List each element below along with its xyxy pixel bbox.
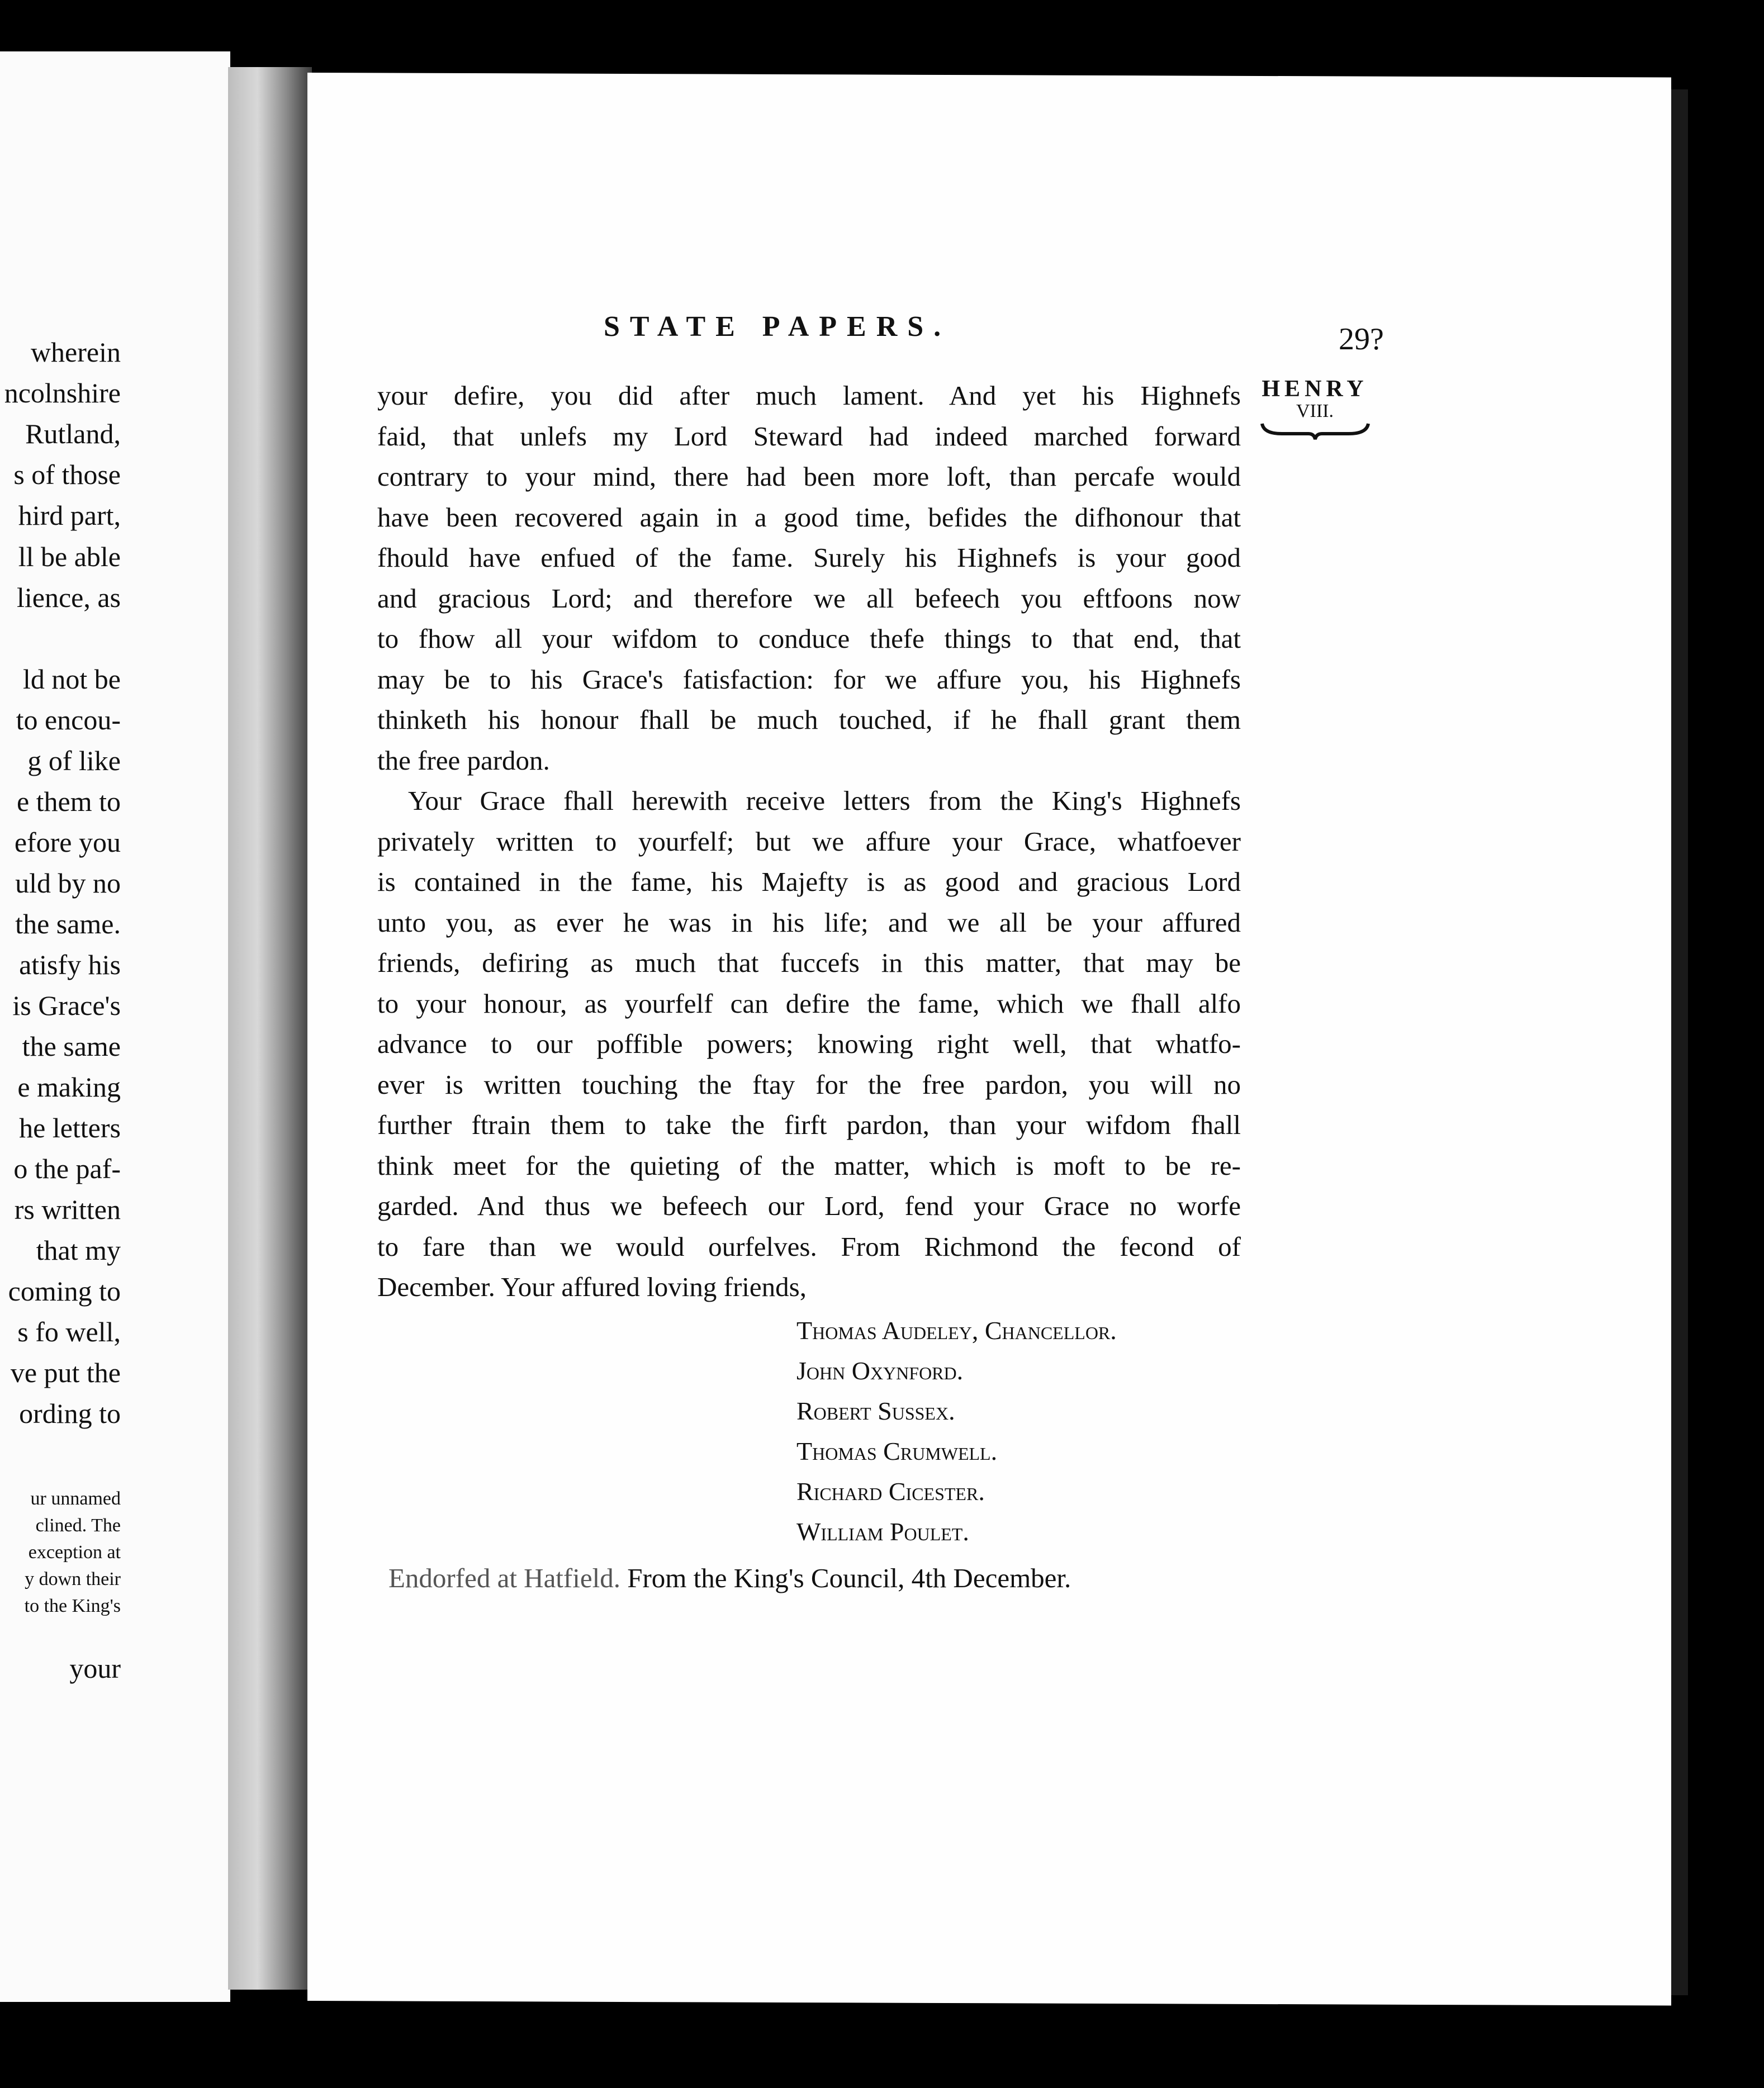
left-page-line: hird part, [18, 500, 121, 531]
body-line: friends, defiring as much that fuccefs in this matter, that may be [377, 947, 1241, 978]
body-line: advance to our poffible powers; knowing right well, that whatfo- [377, 1028, 1241, 1059]
left-page-line: Rutland, [25, 418, 121, 449]
left-page-line: ncolnshire [4, 377, 121, 409]
left-page-line: e them to [16, 786, 121, 817]
body-line: garded. And thus we befeech our Lord, fend your Grace no worfe [377, 1190, 1241, 1221]
body-line: have been recovered again in a good time, befides the difhonour that [377, 501, 1241, 533]
left-page-line: e making [17, 1071, 121, 1103]
left-page-line: coming to [8, 1275, 121, 1307]
body-line: to fare than we would ourfelves. From Richmond the fecond of [377, 1231, 1241, 1262]
body-line: and gracious Lord; and therefore we all befeech you eftfoons now [377, 582, 1241, 614]
body-line: unto you, as ever he was in his life; and we all be your affured [377, 907, 1241, 938]
body-line: December. Your affured loving friends, [377, 1271, 807, 1302]
left-page-line: s of those [13, 459, 121, 490]
left-page-line: s fo well, [17, 1316, 121, 1347]
body-line: contrary to your mind, there had been more loft, than percafe would [377, 461, 1241, 492]
body-line: further ftrain them to take the firft pardon, than your wifdom fhall [377, 1109, 1241, 1140]
body-line: fhould have enfued of the fame. Surely his Highnefs is your good [377, 542, 1241, 573]
left-page-line: efore you [14, 827, 121, 858]
letter-body [377, 376, 1241, 1308]
side-note-viii: VIII. [1296, 401, 1334, 421]
book-gutter [228, 67, 312, 1990]
body-line: think meet for the quieting of the matter, which is moft to be re- [377, 1150, 1241, 1181]
left-page-line: the same [22, 1031, 121, 1062]
body-line: to fhow all your wifdom to conduce thefe things to that end, that [377, 623, 1241, 654]
body-line: may be to his Grace's fatisfaction: for we affure you, his Highnefs [377, 663, 1241, 695]
brace-icon [1259, 421, 1371, 440]
signature-line: Richard Cicester. [796, 1477, 985, 1506]
signature-line: Thomas Audeley, Chancellor. [796, 1316, 1117, 1345]
left-page-line: wherein [30, 336, 121, 368]
body-line: thinketh his honour fhall be much touched, if he fhall grant them [377, 704, 1241, 735]
left-page-line: ording to [19, 1398, 121, 1429]
left-page-catchword: your [69, 1653, 121, 1684]
page-number: 29? [1339, 322, 1384, 357]
left-page-line: ve put the [10, 1357, 121, 1388]
side-note [1255, 377, 1375, 440]
left-page-footnote-line: to the King's [24, 1596, 121, 1616]
body-line: is contained in the fame, his Majefty is as good and gracious Lord [377, 866, 1241, 897]
endorsement-text: From the King's Council, 4th December. [627, 1563, 1071, 1593]
signature-line: William Poulet. [796, 1517, 969, 1546]
body-line: your defire, you did after much lament. And yet his Highnefs [377, 380, 1241, 411]
signature-line: Robert Sussex. [796, 1397, 955, 1425]
page-edge-shadow [1671, 89, 1688, 1995]
body-line: ever is written touching the ftay for the free pardon, you will no [377, 1069, 1241, 1100]
left-page-line: he letters [19, 1112, 121, 1143]
endorsement [388, 1562, 1071, 1594]
left-page-fragment [0, 51, 230, 2002]
left-page-line: lience, as [16, 582, 121, 613]
left-page-footnote-line: exception at [28, 1542, 121, 1563]
left-page-footnote-line: y down their [25, 1569, 121, 1589]
side-note-henry: HENRY [1262, 376, 1368, 402]
left-page-line: rs written [14, 1194, 121, 1225]
endorsement-prefix: Endorfed at Hatfield. [388, 1563, 620, 1593]
left-page-footnote-line: ur unnamed [30, 1488, 121, 1509]
body-line: the free pardon. [377, 744, 550, 776]
body-line: faid, that unlefs my Lord Steward had indeed marched forward [377, 420, 1241, 452]
running-header: STATE PAPERS. [604, 311, 951, 343]
left-page-line: uld by no [15, 867, 121, 899]
left-page-line: ll be able [18, 541, 121, 572]
signature-line: Thomas Crumwell. [796, 1437, 998, 1465]
body-line: to your honour, as yourfelf can defire the fame, which we fhall alfo [377, 988, 1241, 1019]
left-page-line: that my [36, 1235, 121, 1266]
left-page-line: ld not be [23, 663, 121, 695]
signature-line: John Oxynford. [796, 1356, 964, 1385]
left-page-line: the same. [15, 908, 121, 939]
left-page-footnote-line: clined. The [35, 1515, 121, 1536]
body-line: privately written to yourfelf; but we affure your Grace, whatfoever [377, 825, 1241, 857]
left-page-line: o the paf- [13, 1153, 121, 1184]
body-line: Your Grace fhall herewith receive letters from the King's Highnefs [408, 785, 1241, 816]
left-page-line: g of like [27, 745, 121, 776]
left-page-line: is Grace's [12, 990, 121, 1021]
signature-block [796, 1311, 1117, 1552]
left-page-line: atisfy his [19, 949, 121, 980]
left-page-line: to encou- [16, 704, 121, 735]
